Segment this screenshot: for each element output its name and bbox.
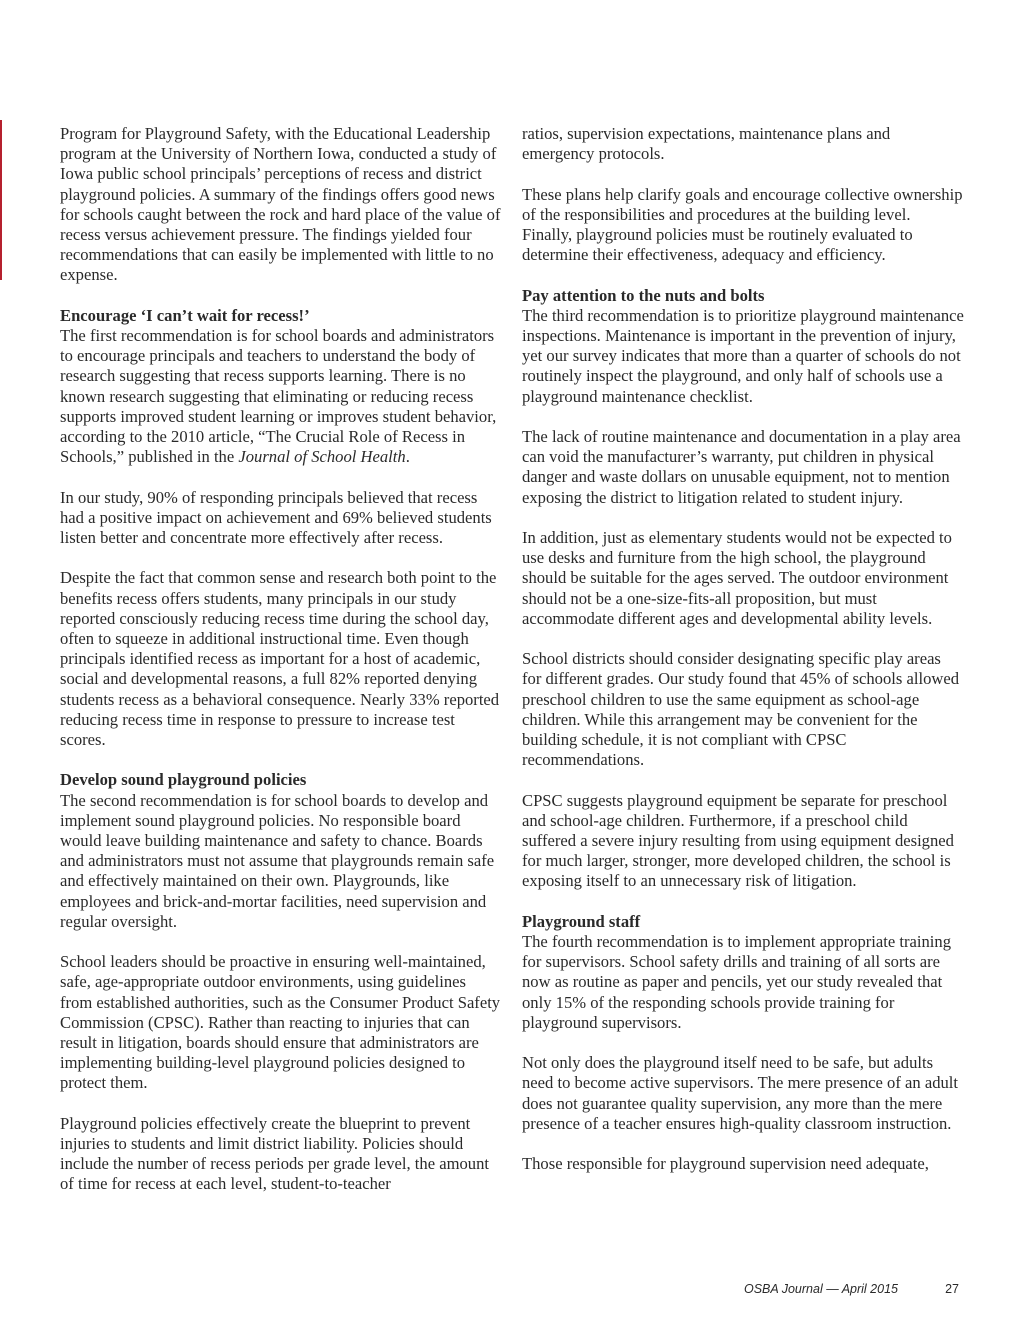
page-number: 27 (945, 1282, 959, 1296)
paragraph-end: . (405, 447, 410, 467)
section-heading: Encourage ‘I can’t wait for recess!’ (60, 305, 310, 325)
section-heading: Playground staff (522, 911, 641, 931)
paragraph: The second recommendation is for school boards to develop and implement sound playground policies. No responsible board would leave building maintenance and safety to chance. Boards and administrators must not assume that playgrounds remain safe and effectively maintained on their own. Playgrounds, like employees and brick-and-mortar facilities, need supervision and regular oversight. (60, 790, 495, 931)
paragraph-text: The first recommendation is for school boards and administrators to encourage principals and teachers to understand the body of research suggesting that recess supports learning. There is no known research suggesting that eliminating or reducing recess supports improved student learning or improves student behavior, according to the 2010 article, “The Crucial Role of Recess in Schools,” published in the (60, 326, 497, 467)
paragraph: Playground policies effectively create the blueprint to prevent injuries to students and limit district liability. Policies should include the number of recess periods per grade level, the amount of time for recess at each level, student-to-teacher (60, 1113, 489, 1194)
paragraph: School leaders should be proactive in ensuring well-maintained, safe, age-appropriate outdoor environments, using guidelines from established authorities, such as the Consumer Product Safety Commission (CPSC). Rather than reacting to injuries that can result in litigation, boards should ensure that administrators are implementing building-level playground policies designed to protect them. (60, 952, 501, 1093)
paragraph: Program for Playground Safety, with the Educational Leadership program at the University of Northern Iowa, conducted a study of Iowa public school principals’ perceptions of recess and district playground policies. A summary of the findings offers good news for schools caught between the rock and hard place of the value of recess versus achievement pressure. The findings yielded four recommendations that can easily be implemented with little to no expense. (60, 124, 501, 285)
paragraph: The fourth recommendation is to implement appropriate training for supervisors. School safety drills and training of all sorts are now as routine as paper and pencils, yet our study revealed that only 15% of the responding schools provide training for playground supervisors. (522, 932, 952, 1032)
journal-title: Journal of School Health (238, 447, 406, 467)
page-footer (0, 1282, 1024, 1302)
paragraph: Despite the fact that common sense and research both point to the benefits recess offers students, many principals in our study reported consciously reducing recess time during the school day, often to squeeze in additional instructional time. Even though principals identified recess as important for a host of academic, social and developmental reasons, a full 82% reported denying students recess as a behavioral consequence. Nearly 33% reported reducing recess time in response to pressure to increase test scores. (60, 568, 500, 750)
paragraph: Those responsible for playground supervision need adequate, (522, 1154, 929, 1174)
section-heading: Develop sound playground policies (60, 770, 307, 790)
paragraph: Not only does the playground itself need to be safe, but adults need to become active supervisors. The mere presence of an adult does not guarantee quality supervision, any more than the mere presence of a teacher ensures high-quality classroom instruction. (522, 1053, 959, 1133)
right-column (522, 124, 964, 1195)
paragraph: School districts should consider designating specific play areas for different grades. Our study found that 45% of schools allowed preschool children to use the same equipment as school-age children. While this arrangement may be convenient for the building schedule, it is not compliant with CPSC recommendations. (522, 649, 960, 770)
paragraph: The lack of routine maintenance and documentation in a play area can void the manufacturer’s warranty, put children in physical danger and waste dollars on unusable equipment, not to mention exposing the district to litigation related to student injury. (522, 427, 961, 507)
paragraph: The third recommendation is to prioritize playground maintenance inspections. Maintenance is important in the prevention of injury, yet our survey indicates that more than a quarter of schools do not routinely inspect the playground, and only half of schools use a playground maintenance checklist. (522, 305, 964, 406)
paragraph: In our study, 90% of responding principals believed that recess had a positive impact on achievement and 69% believed students listen better and concentrate more effectively after recess. (60, 487, 492, 548)
paragraph (60, 326, 502, 467)
paragraph: These plans help clarify goals and encourage collective ownership of the responsibilities and procedures at the building level. Finally, playground policies must be routinely evaluated to determine their effectiveness, adequacy and efficiency. (522, 184, 963, 265)
paragraph: In addition, just as elementary students would not be expected to use desks and furniture from the high school, the playground should be suitable for the ages served. The outdoor environment should not be a one-size-fits-all proposition, but must accommodate different ages and developmental ability levels. (522, 528, 952, 628)
left-column (60, 124, 502, 1215)
paragraph: ratios, supervision expectations, maintenance plans and emergency protocols. (522, 124, 891, 164)
publication-name: OSBA Journal — April 2015 (743, 1282, 898, 1296)
paragraph: CPSC suggests playground equipment be separate for preschool and school-age children. Furthermore, if a preschool child suffered a severe injury resulting from using equipment designed for much larger, stronger, more developed children, the school is exposing itself to an unnecessary risk of litigation. (522, 790, 954, 891)
accent-rule (0, 120, 2, 280)
section-heading: Pay attention to the nuts and bolts (522, 285, 765, 305)
